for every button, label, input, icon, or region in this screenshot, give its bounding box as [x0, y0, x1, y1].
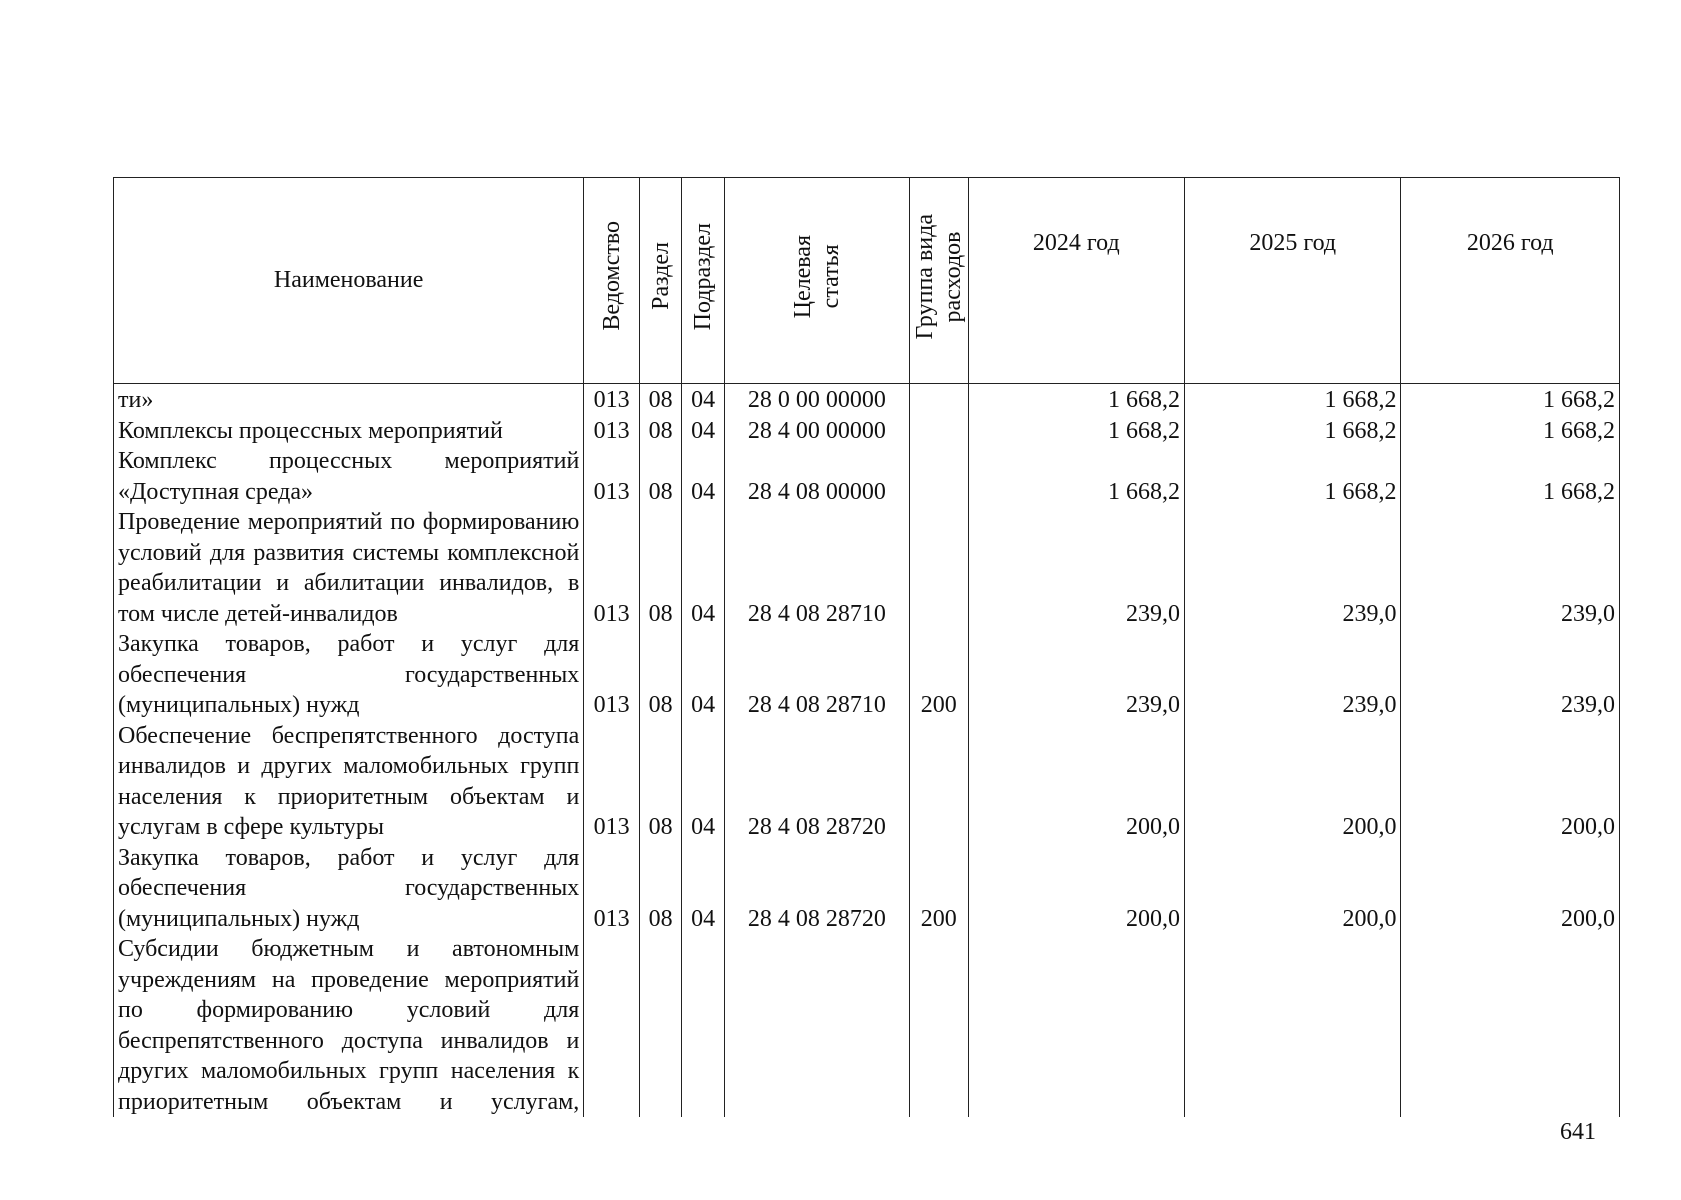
row-amount-2026: 239,0	[1401, 629, 1620, 721]
row-amount-2026	[1401, 934, 1620, 1117]
row-subsection: 04	[682, 416, 724, 447]
row-name: Обеспечение беспрепятственного доступа инвалидов и других маломобильных групп населения к приоритетным объектам и услугам в сфере культуры	[114, 721, 584, 843]
row-amount-2026: 200,0	[1401, 721, 1620, 843]
row-department: 013	[584, 446, 640, 507]
row-amount-2024: 1 668,2	[968, 416, 1184, 447]
row-target-article	[724, 934, 909, 1117]
row-department: 013	[584, 843, 640, 935]
row-amount-2025: 200,0	[1185, 843, 1401, 935]
row-target-article: 28 0 00 00000	[724, 384, 909, 416]
row-department: 013	[584, 416, 640, 447]
row-amount-2025: 200,0	[1185, 721, 1401, 843]
header-year-2024: 2024 год	[968, 178, 1184, 384]
row-subsection: 04	[682, 721, 724, 843]
table-body	[114, 384, 1620, 1118]
row-section: 08	[639, 416, 681, 447]
row-amount-2025: 239,0	[1185, 629, 1401, 721]
table-row	[114, 384, 1620, 416]
row-amount-2026: 239,0	[1401, 507, 1620, 629]
header-expense-group: Группа вида расходов	[909, 178, 968, 384]
row-name: Комплекс процессных мероприятий «Доступная среда»	[114, 446, 584, 507]
row-name: ти»	[114, 384, 584, 416]
row-amount-2026: 1 668,2	[1401, 384, 1620, 416]
row-subsection	[682, 934, 724, 1117]
header-year-2026: 2026 год	[1401, 178, 1620, 384]
table-row	[114, 843, 1620, 935]
row-target-article: 28 4 08 28710	[724, 507, 909, 629]
row-target-article: 28 4 08 28710	[724, 629, 909, 721]
row-name: Комплексы процессных мероприятий	[114, 416, 584, 447]
row-amount-2025	[1185, 934, 1401, 1117]
page-number: 641	[1560, 1119, 1596, 1145]
row-amount-2026: 1 668,2	[1401, 446, 1620, 507]
row-name: Закупка товаров, работ и услуг для обеспечения государственных (муниципальных) нужд	[114, 629, 584, 721]
table-row	[114, 416, 1620, 447]
row-expense-group	[909, 507, 968, 629]
row-amount-2024: 239,0	[968, 507, 1184, 629]
row-section: 08	[639, 507, 681, 629]
row-section: 08	[639, 446, 681, 507]
row-department: 013	[584, 629, 640, 721]
header-department: Ведомство	[584, 178, 640, 384]
row-department: 013	[584, 384, 640, 416]
table-row	[114, 934, 1620, 1117]
table-row	[114, 446, 1620, 507]
row-expense-group	[909, 416, 968, 447]
row-target-article: 28 4 00 00000	[724, 416, 909, 447]
row-name: Проведение мероприятий по формированию условий для развития системы комплексной реабилитации и абилитации инвалидов, в том числе детей-инвалидов	[114, 507, 584, 629]
row-section: 08	[639, 843, 681, 935]
row-target-article: 28 4 08 00000	[724, 446, 909, 507]
table-row	[114, 721, 1620, 843]
row-amount-2024: 1 668,2	[968, 446, 1184, 507]
row-amount-2025: 1 668,2	[1185, 446, 1401, 507]
row-amount-2024: 200,0	[968, 721, 1184, 843]
budget-table	[113, 177, 1620, 1117]
row-amount-2024	[968, 934, 1184, 1117]
row-section: 08	[639, 721, 681, 843]
row-subsection: 04	[682, 843, 724, 935]
row-target-article: 28 4 08 28720	[724, 721, 909, 843]
row-amount-2025: 1 668,2	[1185, 384, 1401, 416]
row-amount-2024: 239,0	[968, 629, 1184, 721]
row-subsection: 04	[682, 446, 724, 507]
row-amount-2026: 200,0	[1401, 843, 1620, 935]
row-name: Субсидии бюджетным и автономным учреждениям на проведение мероприятий по формированию условий для беспрепятственного доступа инвалидов и других маломобильных групп населения к приоритетным объектам и услугам,	[114, 934, 584, 1117]
header-name: Наименование	[114, 178, 584, 384]
row-subsection: 04	[682, 507, 724, 629]
row-amount-2024: 200,0	[968, 843, 1184, 935]
row-name: Закупка товаров, работ и услуг для обеспечения государственных (муниципальных) нужд	[114, 843, 584, 935]
row-expense-group	[909, 934, 968, 1117]
row-expense-group: 200	[909, 843, 968, 935]
row-expense-group	[909, 446, 968, 507]
row-subsection: 04	[682, 629, 724, 721]
row-department: 013	[584, 721, 640, 843]
row-amount-2025: 1 668,2	[1185, 416, 1401, 447]
row-section	[639, 934, 681, 1117]
row-amount-2024: 1 668,2	[968, 384, 1184, 416]
row-amount-2026: 1 668,2	[1401, 416, 1620, 447]
row-target-article: 28 4 08 28720	[724, 843, 909, 935]
header-target-article: Целевая статья	[724, 178, 909, 384]
row-amount-2025: 239,0	[1185, 507, 1401, 629]
row-expense-group	[909, 721, 968, 843]
table-row	[114, 629, 1620, 721]
table-header	[114, 178, 1620, 384]
header-section: Раздел	[639, 178, 681, 384]
row-section: 08	[639, 629, 681, 721]
row-department: 013	[584, 507, 640, 629]
row-section: 08	[639, 384, 681, 416]
header-year-2025: 2025 год	[1185, 178, 1401, 384]
row-expense-group: 200	[909, 629, 968, 721]
row-department	[584, 934, 640, 1117]
table-row	[114, 507, 1620, 629]
row-expense-group	[909, 384, 968, 416]
header-subsection: Подраздел	[682, 178, 724, 384]
row-subsection: 04	[682, 384, 724, 416]
